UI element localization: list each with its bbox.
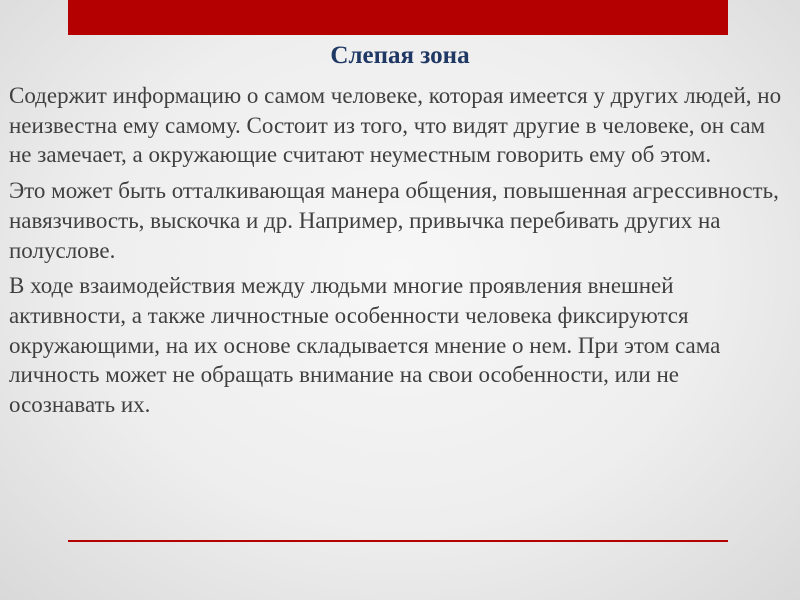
- paragraph-2: Это может быть отталкивающая манера общения, повышенная агрессивность, навязчивость, выскочка и др. Например, привычка перебивать других на полуслове.: [9, 178, 779, 263]
- slide-title: Слепая зона: [330, 42, 470, 69]
- slide-body: [9, 81, 789, 426]
- paragraph-3: В ходе взаимодействия между людьми многие проявления внешней активности, а также личностные особенности человека фиксируются окружающими, на их основе складывается мнение о нем. При этом сама личность может не обращать внимание на свои особенности, или не осознавать их.: [9, 273, 721, 418]
- paragraph-1: Содержит информацию о самом человеке, которая имеется у других людей, но неизвестна ему самому. Состоит из того, что видят другие в человеке, он сам не замечает, а окружающие считают неуместным говорить ему об этом.: [9, 83, 782, 168]
- top-accent-bar: [68, 0, 728, 35]
- bottom-accent-line: [68, 540, 728, 542]
